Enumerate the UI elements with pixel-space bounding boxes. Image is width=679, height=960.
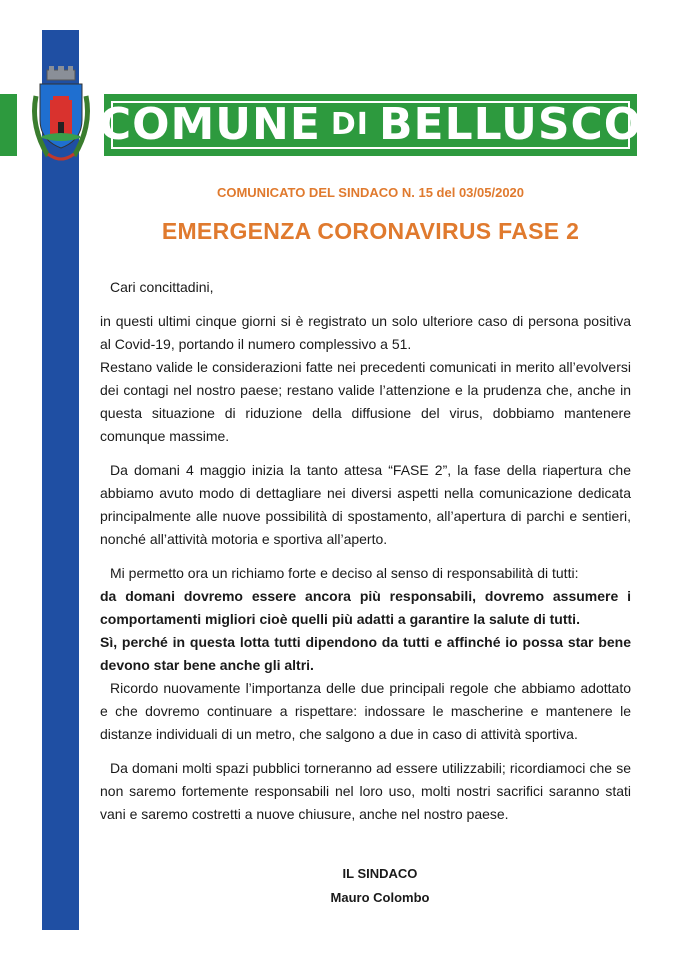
coat-of-arms-icon [26, 66, 96, 168]
paragraph-7: Ricordo nuovamente l’importanza delle due principali regole che abbiamo adottato e che dovremo continuare a rispettare: indossare le mascherine e mantenere le distanze individuali di un metro, che salgono a due in caso di attività sportiva. [100, 680, 631, 742]
signature-role: IL SINDACO [342, 866, 418, 881]
green-left-stripe [0, 94, 17, 156]
banner-word-bellusco: BELLUSCO [378, 99, 643, 150]
salutation: Cari concittadini, [110, 279, 214, 295]
municipality-banner [98, 94, 643, 156]
paragraph-6-bold: Sì, perché in questa lotta tutti dipendono da tutti e affinché io possa star bene devono star bene anche gli altri. [100, 634, 631, 673]
signature-name: Mauro Colombo [330, 890, 430, 905]
paragraph-4: Mi permetto ora un richiamo forte e deciso al senso di responsabilità di tutti: [110, 565, 579, 581]
banner-word-comune: COMUNE [98, 99, 321, 150]
paragraph-2: Restano valide le considerazioni fatte nei precedenti comunicati in merito all’evolversi dei contagi nel nostro paese; restano valide l’attenzione e la prudenza che, anche in questa situazione di riduzione della diffusione del virus, dobbiamo mantenere comunque massime. [100, 359, 631, 444]
page-title: EMERGENZA CORONAVIRUS FASE 2 [161, 218, 580, 244]
paragraph-1: in questi ultimi cinque giorni si è registrato un solo ulteriore caso di persona positiva al Covid-19, portando il numero complessivo a 51. [100, 313, 631, 352]
paragraph-8: Da domani molti spazi pubblici torneranno ad essere utilizzabili; ricordiamoci che se non saremo fortemente responsabili nel loro uso, molti nostri sacrifici saranno stati vani e saremo costretti a nuove chiusure, anche nel nostro paese. [100, 760, 631, 822]
signature-block [200, 862, 560, 910]
letter-body [100, 276, 631, 826]
paragraph-3: Da domani 4 maggio inizia la tanto attesa “FASE 2”, la fase della riapertura che abbiamo avuto modo di dettagliare nei diversi aspetti nella comunicazione dedicata principalmente alle nuove possibilità di spostamento, all’apertura di parchi e sentieri, nonché all’attività motoria e sportiva all’aperto. [100, 462, 631, 547]
banner-word-di: DI [330, 107, 369, 142]
communique-header: COMUNICATO DEL SINDACO N. 15 del 03/05/2020 [216, 185, 525, 200]
banner-title [98, 99, 643, 150]
paragraph-5-bold: da domani dovremo essere ancora più responsabili, dovremo assumere i comportamenti migliori cioè quelli più adatti a garantire la salute di tutti. [100, 588, 631, 627]
